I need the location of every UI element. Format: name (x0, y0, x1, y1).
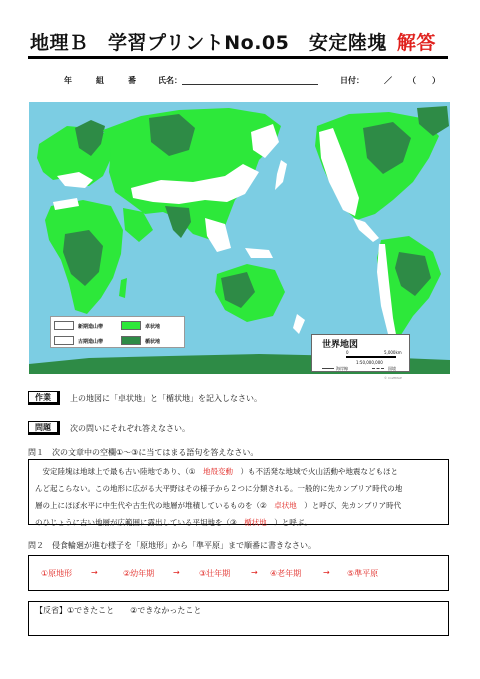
question-text: 次の問いにそれぞれ答えなさい。 (70, 424, 190, 433)
passage-text: ）と呼ぶ。 (266, 518, 312, 527)
task-text: 上の地図に「卓状地」と「楯状地」を記入しなさい。 (70, 394, 262, 403)
arrow-icon: → (173, 568, 180, 577)
legend-swatch-new-orogenic (54, 321, 74, 330)
scale-ratio: 1:50,000,000 (356, 360, 383, 365)
legend-label-old-orogenic: 古期造山帯 (78, 339, 104, 345)
map-title-box (311, 334, 410, 372)
passage-text: ）と呼び、先カンブリア時代 (296, 501, 402, 510)
date-weekday: （ ） (408, 76, 440, 85)
date-slash: ／ (384, 76, 392, 85)
arrow-icon: → (91, 568, 98, 577)
answer-3[interactable]: 楯状地 (244, 518, 267, 527)
q1-prompt: 問１ 次の文章中の空欄①～③に当てはまる語句を答えなさい。 (28, 448, 259, 457)
q2-prompt: 問２ 侵食輪廻が進む様子を「原地形」から「準平原」まで順番に書きなさい。 (28, 541, 316, 550)
legend-label-new-orogenic: 新期造山帯 (78, 324, 104, 330)
passage-line-1 (35, 463, 442, 480)
name-field[interactable] (182, 84, 318, 85)
q2-answer-box (28, 555, 449, 591)
stage-2[interactable]: ②幼年期 (123, 569, 155, 578)
name-label: 氏名： (158, 76, 182, 85)
year-label: 年 (64, 76, 72, 85)
number-label: 番 (128, 76, 136, 85)
stage-5[interactable]: ⑤準平原 (347, 569, 379, 578)
stage-1[interactable]: ①原地形 (41, 569, 73, 578)
coastline-label: 海岸線 (336, 366, 348, 371)
map-title: 世界地図 (322, 340, 359, 350)
map-legend (50, 316, 185, 348)
coastline-symbol (322, 368, 334, 369)
answer-2[interactable]: 卓状地 (274, 501, 297, 510)
passage-line-4 (35, 514, 442, 531)
date-label: 日付： (340, 76, 364, 85)
passage-text: 層の上にほぼ水平に中生代や古生代の地層が堆積しているものを（② (35, 501, 275, 510)
border-label: 国境 (388, 366, 396, 371)
q1-passage (28, 459, 449, 525)
map-credit: © CraftMAP (384, 376, 402, 380)
arrow-icon: → (323, 568, 330, 577)
passage-line-2: んど起こらない。この地形に広がる大平野はその様子から２つに分類される。一般的に先カンブリア時代の地 (35, 484, 403, 493)
answer-label: 解答 (396, 32, 436, 54)
question-label: 問題 (28, 421, 60, 435)
stage-3[interactable]: ③壮年期 (199, 569, 231, 578)
legend-swatch-craton (121, 336, 141, 345)
title-underline (28, 56, 448, 59)
page-title (30, 28, 436, 55)
legend-swatch-old-orogenic (54, 336, 74, 345)
task-label: 作業 (28, 391, 60, 405)
border-symbol (372, 368, 384, 369)
arrow-icon: → (251, 568, 258, 577)
scale-bar (346, 356, 396, 358)
passage-text: のひじょうに古い地層が広範囲に露出している平坦地を（③ (35, 518, 245, 527)
class-label: 組 (96, 76, 104, 85)
stage-4[interactable]: ④老年期 (270, 569, 302, 578)
title-text: 地理Ｂ 学習プリントNo.05 安定陸塊 (30, 32, 387, 54)
legend-label-shield: 卓状地 (145, 324, 161, 330)
legend-swatch-shield (121, 321, 141, 330)
passage-line-3 (35, 497, 442, 514)
scale-zero: 0 (346, 350, 349, 355)
answer-1[interactable]: 地殻変動 (202, 467, 233, 476)
reflection-text: 【反省】①できたこと ②できなかったこと (35, 606, 202, 615)
scale-km: 5,000km (384, 350, 402, 355)
passage-text: ）も不活発な地域で火山活動や地震などもほと (232, 467, 398, 476)
legend-label-craton: 楯状地 (145, 339, 161, 345)
passage-text: 安定陸塊は地球上で最も古い陸地であり、（① (35, 467, 203, 476)
reflection-box[interactable] (28, 601, 449, 636)
